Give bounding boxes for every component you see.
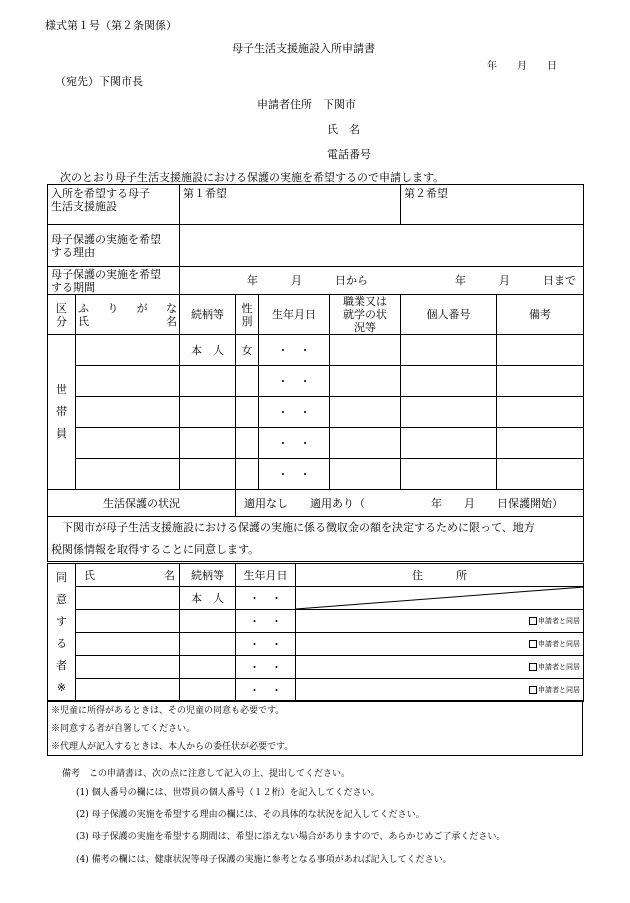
member-name-cell[interactable] <box>76 459 180 490</box>
member-name-cell[interactable] <box>76 335 180 366</box>
period-label: 母子保護の実施を希望する期間 <box>48 267 180 295</box>
consent-relation-cell[interactable] <box>180 656 236 679</box>
consent-col-relation: 続柄等 <box>180 564 236 587</box>
consent-birthdate-cell[interactable]: ・ ・ <box>236 610 296 633</box>
household-label <box>48 335 76 490</box>
col-name-header <box>76 295 180 335</box>
same-household-checkbox[interactable] <box>529 640 537 648</box>
member-sex-cell[interactable] <box>236 397 259 428</box>
note-item: ※児童に所得があるときは、その児童の同意も必要です。 <box>51 706 285 716</box>
period-from: 年 月 日から <box>247 274 368 287</box>
reason-field[interactable] <box>180 225 584 267</box>
consent-char: 者 <box>56 658 67 672</box>
same-household-checkbox[interactable] <box>529 617 537 625</box>
consent-birthdate-cell[interactable]: ・ ・ <box>236 587 296 610</box>
same-household-label: 申請者と同居 <box>538 616 580 625</box>
same-household-label: 申請者と同居 <box>538 639 580 648</box>
consent-relation-cell[interactable]: 本 人 <box>180 587 236 610</box>
note-item: ※代理人が記入するときは、本人からの委任状が必要です。 <box>51 742 294 752</box>
col-birthdate: 生年月日 <box>259 295 330 335</box>
consent-relation-cell[interactable] <box>180 610 236 633</box>
remarks-item: (3) 母子保護の実施を希望する期間は、希望に添えない場合がありますので、あらかじめご了承ください。 <box>76 832 506 842</box>
consent-char: 意 <box>56 592 67 606</box>
member-sex-cell[interactable] <box>236 459 259 490</box>
applicant-name-label: 氏 名 <box>327 123 360 136</box>
consent-char: す <box>56 614 67 628</box>
member-remarks-cell[interactable] <box>497 366 584 397</box>
consent-col-birthdate: 生年月日 <box>236 564 296 587</box>
member-birthdate-cell[interactable]: ・ ・ <box>259 459 330 490</box>
addressee: （宛先）下関市長 <box>55 75 143 88</box>
member-name-cell[interactable] <box>76 428 180 459</box>
consent-name-cell[interactable] <box>76 610 180 633</box>
consent-text-line: 下関市が母子生活支援施設における保護の実施に係る徴収金の額を決定するために限って、地方 <box>62 521 535 534</box>
second-choice-field[interactable]: 第２希望 <box>401 185 584 225</box>
consent-birthdate-cell[interactable]: ・ ・ <box>236 679 296 702</box>
consent-birthdate-cell[interactable]: ・ ・ <box>236 633 296 656</box>
member-relation-cell[interactable] <box>180 428 236 459</box>
same-household-checkbox[interactable] <box>529 663 537 671</box>
member-birthdate-cell[interactable]: ・ ・ <box>259 428 330 459</box>
consent-relation-cell[interactable] <box>180 633 236 656</box>
member-number-cell[interactable] <box>401 459 497 490</box>
remarks-item: (1) 個人番号の欄には、世帯員の個人番号（１２桁）を記入してください。 <box>76 788 380 798</box>
intro-statement: 次のとおり母子生活支援施設における保護の実施を希望するので申請します。 <box>60 171 445 184</box>
consent-col-address: 住 所 <box>296 564 584 587</box>
form-title: 母子生活支援施設入所申請書 <box>232 42 375 55</box>
member-relation-cell[interactable]: 本 人 <box>180 335 236 366</box>
member-number-cell[interactable] <box>401 335 497 366</box>
applicant-address-label: 申請者住所 下関市 <box>257 98 356 111</box>
welfare-label: 生活保護の状況 <box>48 490 236 517</box>
consent-name-cell[interactable] <box>76 633 180 656</box>
member-name-cell[interactable] <box>76 397 180 428</box>
applicant-phone-label: 電話番号 <box>327 148 371 161</box>
note-item: ※同意する者が自署してください。 <box>51 724 196 734</box>
consent-col-name-b: 名 <box>164 568 175 582</box>
consent-char: ※ <box>56 680 67 694</box>
col-relation: 続柄等 <box>180 295 236 335</box>
member-occupation-cell[interactable] <box>330 366 401 397</box>
form-number: 様式第１号（第２条関係） <box>45 19 177 32</box>
consent-name-cell[interactable] <box>76 587 180 610</box>
notes-box <box>47 700 583 756</box>
consent-table <box>47 563 584 702</box>
col-furigana: ふ り が な <box>78 301 177 315</box>
household-char: 帯 <box>56 405 67 418</box>
member-birthdate-cell[interactable]: ・ ・ <box>259 335 330 366</box>
member-remarks-cell[interactable] <box>497 428 584 459</box>
first-choice-field[interactable]: 第１希望 <box>180 185 401 225</box>
submission-date[interactable]: 年 月 日 <box>487 61 557 72</box>
reason-label: 母子保護の実施を希望する理由 <box>48 225 180 267</box>
consent-address-cell[interactable] <box>296 633 584 656</box>
member-number-cell[interactable] <box>401 397 497 428</box>
consent-text-line: 税関係情報を取得することに同意します。 <box>51 543 260 556</box>
member-remarks-cell[interactable] <box>497 397 584 428</box>
member-occupation-cell[interactable] <box>330 397 401 428</box>
same-household-label: 申請者と同居 <box>538 662 580 671</box>
consent-char: る <box>56 636 67 650</box>
welfare-status-field[interactable]: 適用なし 適用あり（ 年 月 日保護開始） <box>236 490 584 517</box>
col-occupation: 職業又は就学の状況等 <box>330 295 401 335</box>
consent-address-cell[interactable] <box>296 679 584 702</box>
member-occupation-cell[interactable] <box>330 428 401 459</box>
member-occupation-cell[interactable] <box>330 335 401 366</box>
period-field[interactable] <box>180 267 584 295</box>
member-number-cell[interactable] <box>401 428 497 459</box>
consent-birthdate-cell[interactable]: ・ ・ <box>236 656 296 679</box>
col-remarks: 備考 <box>497 295 584 335</box>
member-birthdate-cell[interactable]: ・ ・ <box>259 366 330 397</box>
remarks-item: (2) 母子保護の実施を希望する理由の欄には、その具体的な状況を記入してください。 <box>76 810 425 820</box>
member-sex-cell[interactable] <box>236 428 259 459</box>
member-relation-cell[interactable] <box>180 397 236 428</box>
consent-col-name <box>76 564 180 587</box>
col-category: 区分 <box>48 295 76 335</box>
member-relation-cell[interactable] <box>180 366 236 397</box>
application-form-table <box>47 184 584 562</box>
consent-address-cell[interactable] <box>296 610 584 633</box>
household-char: 員 <box>56 427 67 440</box>
consent-relation-cell[interactable] <box>180 679 236 702</box>
member-sex-cell[interactable]: 女 <box>236 335 259 366</box>
consent-col-name-a: 氏 <box>84 568 95 582</box>
col-sex: 性別 <box>236 295 259 335</box>
consent-address-cell[interactable] <box>296 656 584 679</box>
consent-char: 同 <box>56 570 67 584</box>
consent-statement <box>48 517 584 562</box>
remarks-item: (4) 備考の欄には、健康状況等母子保護の実施に参考となる事項があれば記入してください。 <box>76 855 452 865</box>
member-relation-cell[interactable] <box>180 459 236 490</box>
same-household-checkbox[interactable] <box>529 686 537 694</box>
diagonal-strike <box>296 587 584 610</box>
period-to: 年 月 日まで <box>455 274 576 287</box>
consent-address-cell-diagonal <box>296 587 584 610</box>
consent-name-cell[interactable] <box>76 679 180 702</box>
consent-name-cell[interactable] <box>76 656 180 679</box>
col-name: 氏 名 <box>78 314 177 328</box>
member-remarks-cell[interactable] <box>497 335 584 366</box>
same-household-label: 申請者と同居 <box>538 685 580 694</box>
consent-person-label <box>48 564 76 702</box>
member-number-cell[interactable] <box>401 366 497 397</box>
facility-label: 入所を希望する母子生活支援施設 <box>48 185 180 225</box>
member-name-cell[interactable] <box>76 366 180 397</box>
member-sex-cell[interactable] <box>236 366 259 397</box>
member-occupation-cell[interactable] <box>330 459 401 490</box>
household-char: 世 <box>56 383 67 396</box>
remarks-intro: 備考 この申請書は、次の点に注意して記入の上、提出してください。 <box>62 769 351 779</box>
member-remarks-cell[interactable] <box>497 459 584 490</box>
col-my-number: 個人番号 <box>401 295 497 335</box>
member-birthdate-cell[interactable]: ・ ・ <box>259 397 330 428</box>
